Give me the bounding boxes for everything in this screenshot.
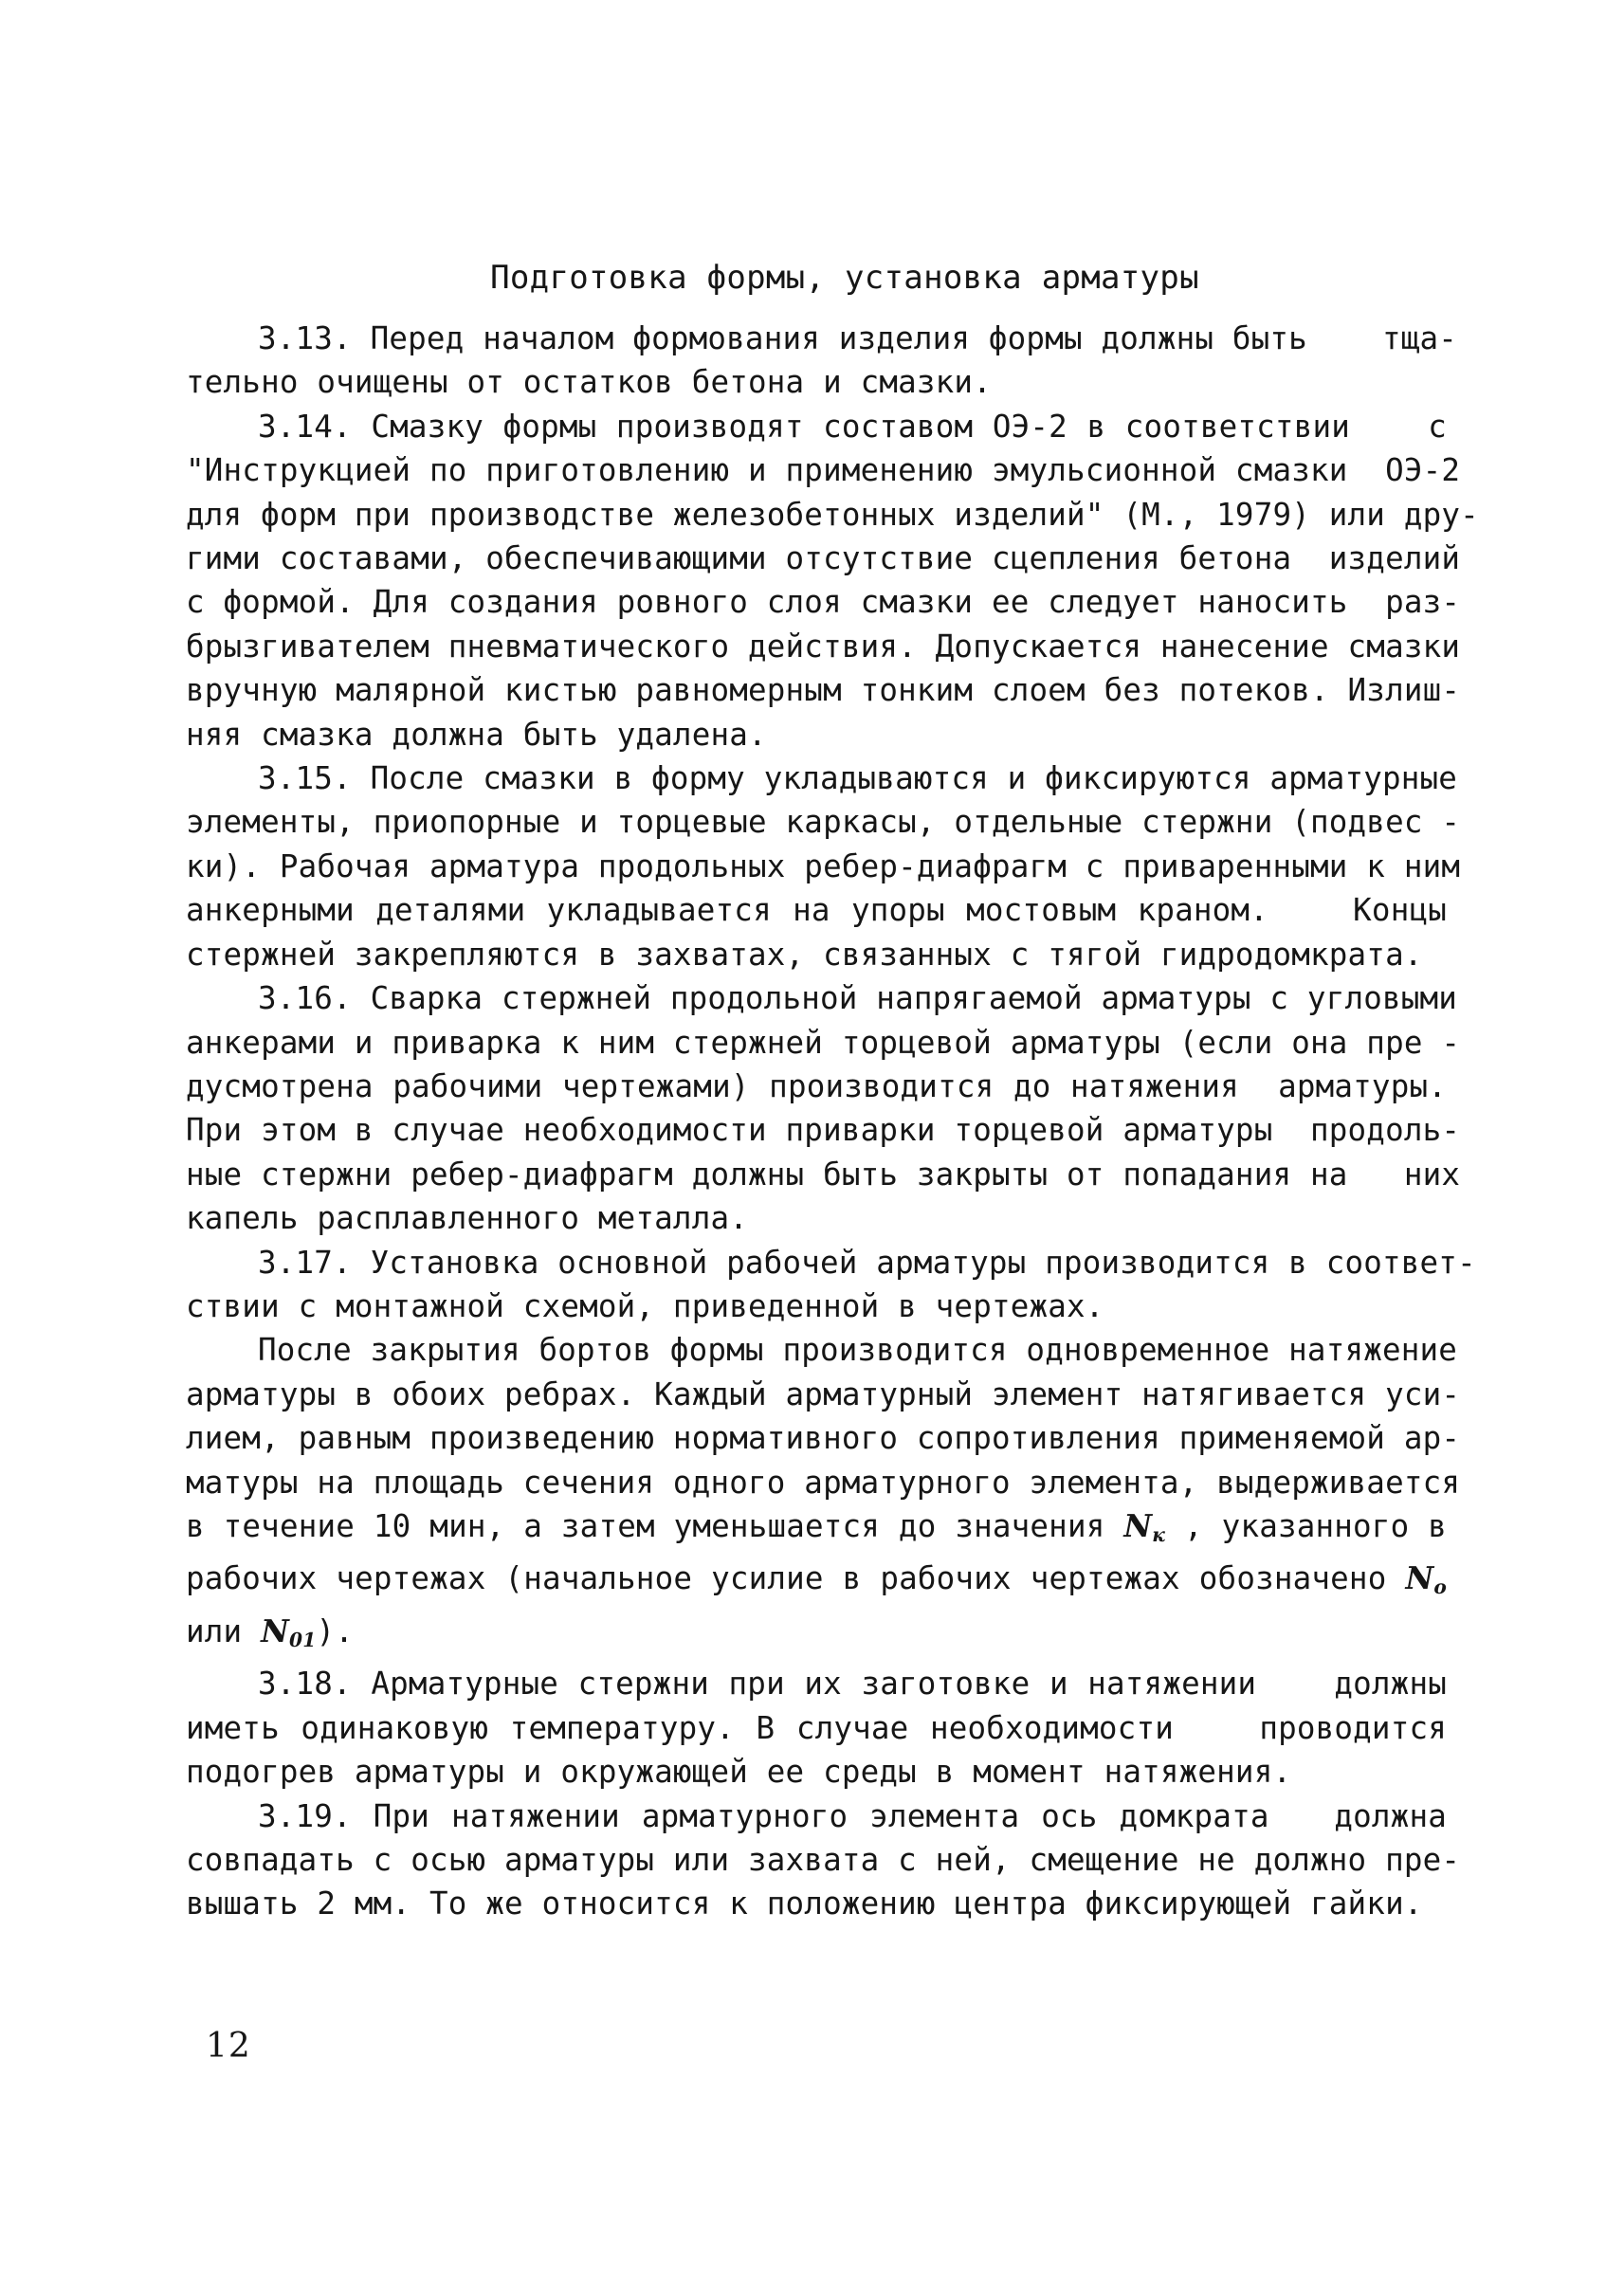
text-line: ствии с монтажной схемой, приведенной в чертежах.	[186, 1287, 1104, 1324]
text-line: гими составами, обеспечивающими отсутствие сцепления бетона изделий	[186, 540, 1461, 577]
text-line: тельно очищены от остатков бетона и смазки.	[186, 364, 992, 401]
page-number: 12	[206, 2027, 251, 2066]
paragraph-3-18	[186, 1662, 1447, 1794]
text-line: подогрев арматуры и окружающей ее среды в момент натяжения.	[186, 1754, 1292, 1791]
text-line: дусмотрена рабочими чертежами) производится до натяжения арматуры.	[186, 1067, 1447, 1104]
text-line: с формой. Для создания ровного слоя смазки ее следует наносить раз-	[186, 584, 1461, 621]
text-line	[186, 1557, 1447, 1609]
text-line: арматуры в обоих ребрах. Каждый арматурный элемент натягивается уси-	[186, 1375, 1461, 1412]
text-line: "Инструкцией по приготовлению и применению эмульсионной смазки ОЭ-2	[186, 452, 1461, 489]
text-line: ные стержни ребер-диафрагм должны быть закрыты от попадания на них	[186, 1156, 1461, 1193]
paragraph-3-17	[186, 1241, 1476, 1329]
text-line: ки). Рабочая арматура продольных ребер-диафрагм с приваренными к ним	[186, 847, 1461, 884]
text-line	[186, 1504, 1447, 1557]
text-line: вручную малярной кистью равномерным тонким слоем без потеков. Излиш-	[186, 672, 1461, 709]
text-line	[186, 1610, 1447, 1662]
paragraph-3-15	[186, 756, 1461, 976]
force-symbol-n01: $N_{01}$	[261, 1612, 317, 1651]
text-line: При этом в случае необходимости приварки торцевой арматуры продоль-	[186, 1112, 1461, 1149]
text-line: 3.13. Перед началом формования изделия формы должны быть тща-	[258, 320, 1458, 356]
text-line: для форм при производстве железобетонных изделий" (М., 1979) или дру-	[186, 496, 1479, 533]
section-heading: Подготовка формы, установка арматуры	[490, 259, 1199, 297]
text-line: 3.18. Арматурные стержни при их заготовке и натяжении должны	[258, 1666, 1447, 1703]
paragraph-3-13	[186, 317, 1458, 405]
text-line: 3.16. Сварка стержней продольной напрягаемой арматуры с угловыми	[258, 980, 1458, 1017]
paragraph-3-19	[186, 1794, 1461, 1926]
text-line: 3.17. Установка основной рабочей арматуры производится в соответ-	[258, 1244, 1476, 1281]
text-line: няя смазка должна быть удалена.	[186, 716, 767, 753]
text-line: капель расплавленного металла.	[186, 1200, 748, 1237]
text-fragment: в течение 10 мин, а затем уменьшается до значения	[186, 1507, 1124, 1544]
text-line: анкерными деталями укладывается на упоры мостовым краном. Концы	[186, 892, 1447, 929]
text-line: 3.19. При натяжении арматурного элемента ось домкрата должна	[258, 1797, 1447, 1834]
text-line: анкерами и приварка к ним стержней торцевой арматуры (если она пре -	[186, 1024, 1461, 1061]
text-fragment: или	[186, 1612, 262, 1649]
text-fragment: , указанного в	[1184, 1507, 1447, 1544]
force-symbol-n0: $N_o$	[1405, 1559, 1447, 1599]
text-line: После закрытия бортов формы производится одновременное натяжение	[258, 1332, 1458, 1369]
text-line: вышать 2 мм. То же относится к положению центра фиксирующей гайки.	[186, 1885, 1423, 1922]
text-line: 3.14. Смазку формы производят составом ОЭ-2 в соответствии с	[258, 408, 1447, 445]
page-body	[186, 256, 1479, 1926]
text-line: 3.15. После смазки в форму укладываются и фиксируются арматурные	[258, 760, 1458, 797]
force-symbol-nk: $N_к$	[1123, 1506, 1166, 1546]
text-line: стержней закрепляются в захватах, связанных с тягой гидродомкрата.	[186, 936, 1423, 973]
text-fragment: рабочих чертежах (начальное усилие в рабочих чертежах обозначено	[186, 1560, 1406, 1597]
text-line: брызгивателем пневматического действия. Допускается нанесение смазки	[186, 628, 1461, 665]
paragraph-tensioning	[186, 1328, 1461, 1662]
paragraph-3-16	[186, 976, 1461, 1240]
text-line: матуры на площадь сечения одного арматурного элемента, выдерживается	[186, 1464, 1461, 1501]
paragraph-3-14	[186, 405, 1479, 756]
text-fragment: ).	[316, 1612, 354, 1649]
text-line: элементы, приопорные и торцевые каркасы, отдельные стержни (подвес -	[186, 804, 1461, 841]
text-line: лием, равным произведению нормативного сопротивления применяемой ар-	[186, 1420, 1461, 1457]
text-line: иметь одинаковую температуру. В случае необходимости проводится	[186, 1709, 1447, 1746]
text-line: совпадать с осью арматуры или захвата с ней, смещение не должно пре-	[186, 1841, 1461, 1878]
